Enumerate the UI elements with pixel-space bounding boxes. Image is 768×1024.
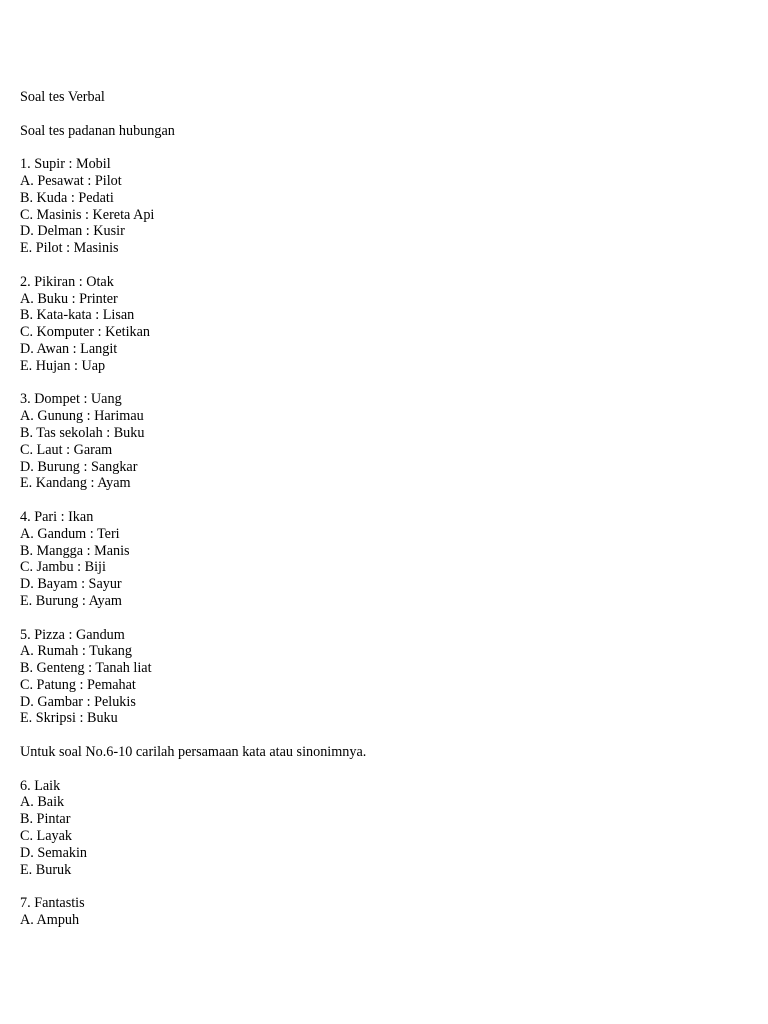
section-heading: Soal tes padanan hubungan — [20, 122, 175, 139]
spacer — [20, 375, 748, 392]
question-4 — [20, 509, 748, 610]
spacer — [20, 492, 748, 509]
spacer — [20, 257, 748, 274]
spacer — [20, 761, 748, 778]
option-a: A. Gunung : Harimau — [20, 408, 144, 425]
question-2 — [20, 274, 748, 375]
option-d: D. Bayam : Sayur — [20, 576, 122, 593]
question-3 — [20, 391, 748, 492]
instruction-text: Untuk soal No.6-10 carilah persamaan kata atau sinonimnya. — [20, 744, 367, 761]
option-b: B. Pintar — [20, 811, 71, 828]
option-b: B. Mangga : Manis — [20, 542, 130, 559]
option-c: C. Laut : Garam — [20, 441, 113, 458]
option-a: A. Pesawat : Pilot — [20, 172, 122, 189]
option-e: E. Kandang : Ayam — [20, 475, 131, 492]
option-c: C. Komputer : Ketikan — [20, 324, 151, 341]
option-d: D. Semakin — [20, 844, 87, 861]
option-b: B. Genteng : Tanah liat — [20, 660, 152, 677]
option-e: E. Hujan : Uap — [20, 357, 106, 374]
option-b: B. Kuda : Pedati — [20, 189, 114, 206]
option-c: C. Patung : Pemahat — [20, 676, 136, 693]
question-prompt: 1. Supir : Mobil — [20, 156, 111, 173]
question-5 — [20, 627, 748, 728]
spacer — [20, 139, 748, 156]
option-d: D. Gambar : Pelukis — [20, 693, 136, 710]
question-prompt: 6. Laik — [20, 777, 61, 794]
question-7 — [20, 895, 748, 929]
question-1 — [20, 156, 748, 257]
document-page — [20, 89, 748, 929]
question-prompt: 4. Pari : Ikan — [20, 508, 94, 525]
option-a: A. Rumah : Tukang — [20, 643, 132, 660]
option-a: A. Gandum : Teri — [20, 525, 120, 542]
option-e: E. Pilot : Masinis — [20, 240, 119, 257]
option-a: A. Ampuh — [20, 912, 80, 929]
question-prompt: 2. Pikiran : Otak — [20, 273, 114, 290]
option-d: D. Burung : Sangkar — [20, 458, 138, 475]
option-d: D. Delman : Kusir — [20, 223, 125, 240]
option-e: E. Burung : Ayam — [20, 592, 122, 609]
question-6 — [20, 778, 748, 879]
spacer — [20, 727, 748, 744]
question-prompt: 7. Fantastis — [20, 895, 85, 912]
option-c: C. Layak — [20, 828, 73, 845]
option-d: D. Awan : Langit — [20, 340, 118, 357]
question-prompt: 3. Dompet : Uang — [20, 391, 122, 408]
option-b: B. Kata-kata : Lisan — [20, 307, 135, 324]
option-a: A. Baik — [20, 794, 65, 811]
option-c: C. Masinis : Kereta Api — [20, 206, 155, 223]
document-title: Soal tes Verbal — [20, 89, 105, 105]
option-b: B. Tas sekolah : Buku — [20, 424, 145, 441]
spacer — [20, 106, 748, 123]
question-prompt: 5. Pizza : Gandum — [20, 626, 125, 643]
spacer — [20, 610, 748, 627]
option-e: E. Buruk — [20, 861, 72, 878]
option-a: A. Buku : Printer — [20, 290, 118, 307]
option-c: C. Jambu : Biji — [20, 559, 106, 576]
spacer — [20, 878, 748, 895]
option-e: E. Skripsi : Buku — [20, 710, 118, 727]
